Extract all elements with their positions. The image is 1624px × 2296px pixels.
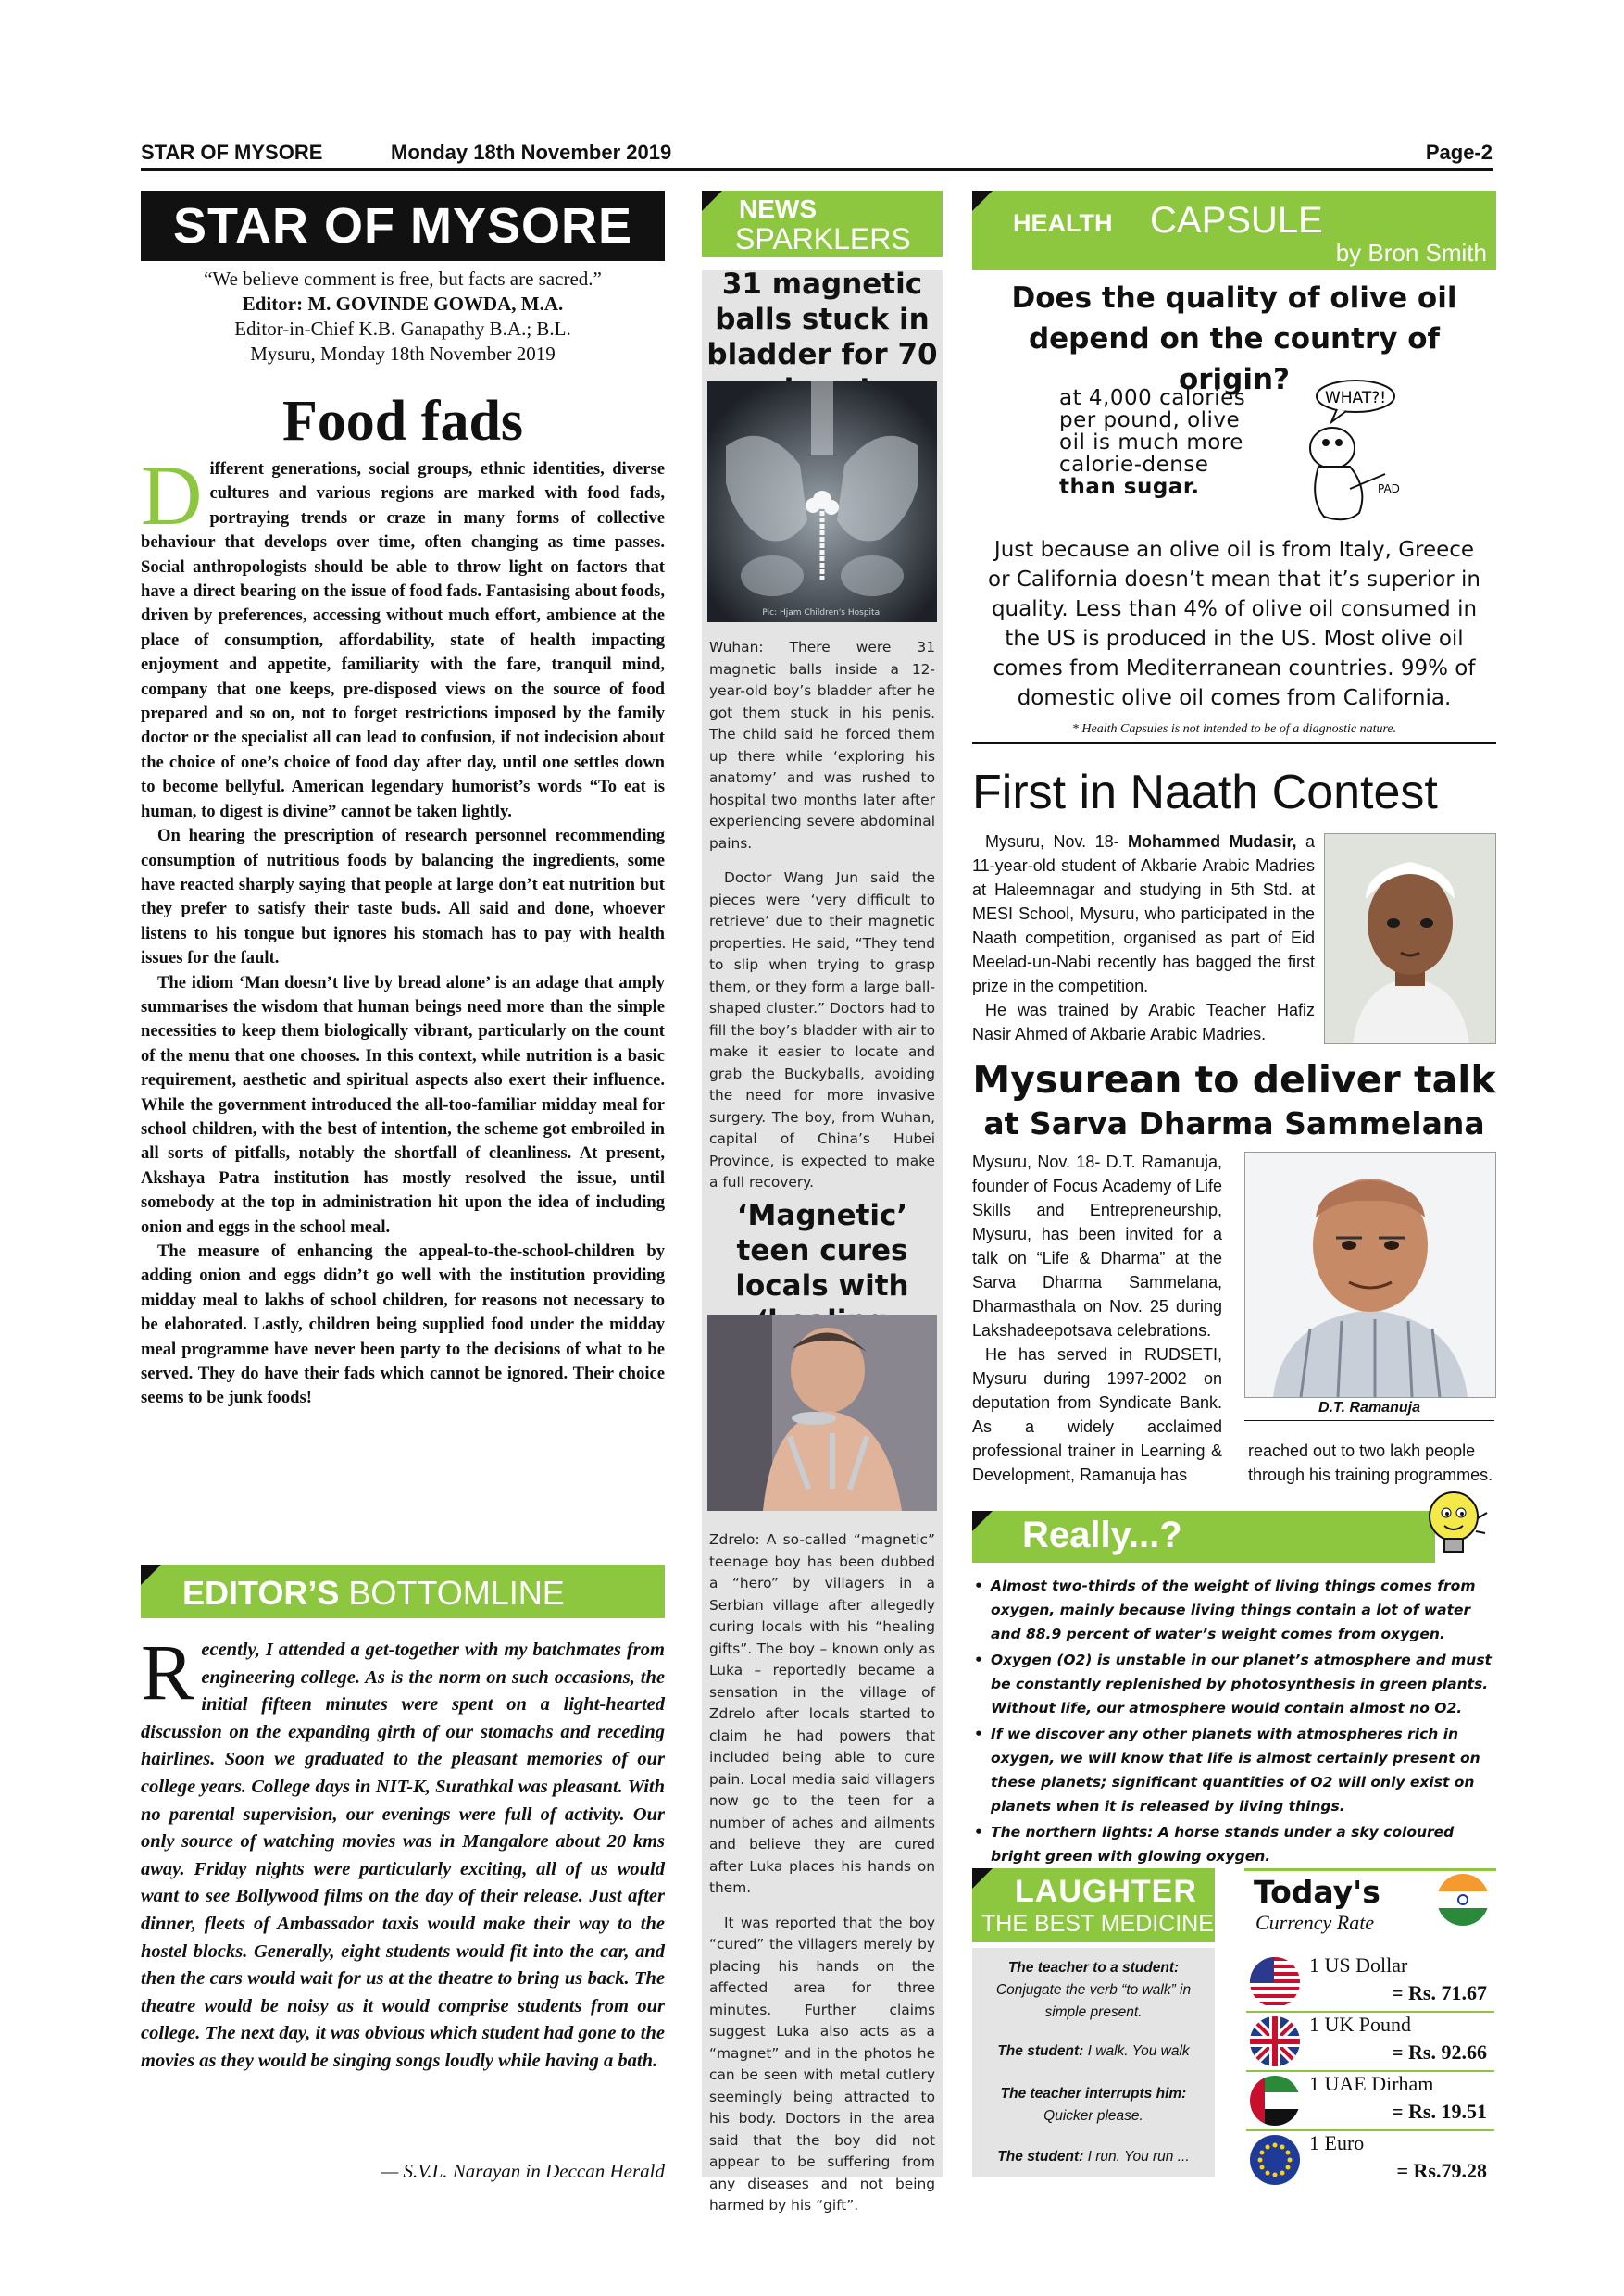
boy-photo xyxy=(1324,833,1496,1044)
really-item-1: • Almost two-thirds of the weight of living things comes from oxygen, mainly because living things contain a lot of water and 88.9 percent of water’s weight comes from oxygen. xyxy=(972,1574,1496,1646)
bottomline-header xyxy=(141,1565,665,1618)
cartoon-sound: PAD xyxy=(1378,482,1400,495)
currency-row-eur xyxy=(1246,2131,1494,2189)
olive-cartoon xyxy=(1056,378,1426,526)
news-story1-p2: Doctor Wang Jun said the pieces were ‘very difficult to retrieve’ due to their magnetic properties. He said, “They tend to slip when trying to grasp them, or they form a large ball-shaped cluster.” Doctors had to fill the boy’s bladder with air to make it easier to locate and grab the Buckyballs, avoiding the need for more invasive surgery. The boy, from Wuhan, capital of China’s Hubei Province, is expected to make a full recovery. xyxy=(709,869,935,1191)
xray-photo xyxy=(707,381,937,622)
talk-body xyxy=(972,1150,1222,1487)
laughter-head-2: THE BEST MEDICINE xyxy=(981,1911,1214,1937)
naath-title: First in Naath Contest xyxy=(972,766,1438,819)
ramanuja-portrait xyxy=(1245,1153,1495,1397)
currency-row-aed xyxy=(1246,2072,1494,2131)
health-head-1: HEALTH xyxy=(1013,209,1113,237)
currency-value-eur: = Rs.79.28 xyxy=(1396,2159,1487,2182)
news-head-2: SPARKLERS xyxy=(735,222,911,256)
cartoon-line-4: calorie-dense xyxy=(1059,453,1209,477)
news-story2-p1: Zdrelo: A so-called “magnetic” teenage boy has been dubbed a “hero” by villagers in a Serbian village after allegedly curing locals with his “healing gifts”. The boy – known only as Luka – reportedly became a sensation in the village of Zdrelo after locals started to claim he had powers that included being able to cure pain. Local media said villagers now go to the teen for a number of aches and ailments and believe they are cured after Luka places his hands on them. xyxy=(709,1531,935,1896)
editorial-title: Food fads xyxy=(281,390,524,453)
masthead-dateline: Mysuru, Monday 18th November 2019 xyxy=(250,343,556,365)
uae-flag-icon xyxy=(1250,2076,1300,2126)
cartoon-line-2: per pound, olive xyxy=(1059,408,1241,432)
currency-title: Today's xyxy=(1254,1874,1380,1910)
laugh-1-rest: Conjugate the verb “to walk” in simple present. xyxy=(995,1982,1192,2020)
editorial-p3: The idiom ‘Man doesn’t live by bread alone’ is an adage that amply summarises the wisdom that human beings need more than the simple necessities to keep them biologically vibrant, particularly on the count of the menu that one chooses. In this context, while nutrition is a basic requirement, aesthetic and spiritual aspects also exert their influence. While the government introduced the all-too-familiar midday meal for school children, with the best of intention, the scheme got embroiled in all sorts of pitfalls, notably the shortfall of cleanliness. At present, Akshaya Patra institution has mostly resolved the issue, until somebody at the top in administration hit upon the idea of including onion and eggs in the school meal. xyxy=(141,972,665,1237)
talk-tail: reached out to two lakh people through his training programmes. xyxy=(1248,1441,1493,1484)
health-header xyxy=(972,191,1496,270)
masthead-logo: STAR OF MYSORE xyxy=(141,191,665,261)
news-story2-title: ‘Magnetic’ teen cures locals with xyxy=(735,1199,909,1303)
naath-p1: a 11-year-old student of Akbarie Arabic Madries at Haleemnagar and studying in 5th Std. at MESI School, Mysuru, who participated in the Naath competition, organised as part of Eid Meelad-un-Nabi recently has bagged the first prize in the competition. xyxy=(972,832,1315,995)
masthead-quote: “We believe comment is free, but facts are sacred.” xyxy=(204,268,602,290)
masthead-info xyxy=(141,267,665,367)
xray-caption: Pic: Hjam Children's Hospital xyxy=(762,608,882,618)
cartoon-line-1: at 4,000 calories xyxy=(1059,386,1246,410)
really-item-4: • The northern lights: A horse stands under a sky coloured bright green with glowing oxygen. xyxy=(972,1820,1496,1868)
currency-row-gbp xyxy=(1246,2013,1494,2072)
bulb-icon xyxy=(1417,1485,1491,1559)
laughter-header xyxy=(972,1868,1215,1942)
bottomline-body xyxy=(141,1628,665,2076)
teen-image xyxy=(707,1315,937,1511)
naath-lead: Mysuru, Nov. 18- xyxy=(985,832,1119,851)
news-story1-title: 31 magnetic balls stuck in bladder for 70 xyxy=(706,268,938,371)
paper-name: STAR OF MYSORE xyxy=(141,141,323,164)
ramanuja-photo xyxy=(1244,1152,1496,1398)
cartoon-bubble: WHAT?! xyxy=(1324,389,1387,407)
page-number: Page-2 xyxy=(1425,141,1493,164)
currency-row-usd xyxy=(1246,1953,1494,2013)
health-head-2: CAPSULE xyxy=(1150,200,1323,241)
editorial-body xyxy=(141,448,665,1411)
news-story2-body xyxy=(709,1529,935,2230)
cartoon-line-3: oil is much more xyxy=(1059,430,1243,455)
laugh-2-rest: I walk. You walk xyxy=(1087,2043,1190,2059)
health-byline: by Bron Smith xyxy=(1335,239,1487,267)
laugh-3-bold: The teacher interrupts him: xyxy=(1000,2086,1187,2102)
currency-name-usd: 1 US Dollar xyxy=(1309,1953,1408,1977)
currency-name-gbp: 1 UK Pound xyxy=(1309,2013,1412,2036)
naath-p2: He was trained by Arabic Teacher Hafiz Nasir Ahmed of Akbarie Arabic Madries. xyxy=(972,1001,1315,1043)
really-item-2: • Oxygen (O2) is unstable in our planet’s atmosphere and must be constantly replenished by photosynthesis in green plants. Without life, our atmosphere would contain almost no O2. xyxy=(972,1648,1496,1720)
health-title: Does the quality of olive oil depend on the country of origin? xyxy=(1011,281,1457,396)
cartoon-character xyxy=(1281,378,1420,526)
bottomline-credit: — S.V.L. Narayan in Deccan Herald xyxy=(381,2160,665,2182)
news-story2-p2: It was reported that the boy “cured” the villagers merely by placing his hands on the affected area for three minutes. Further claims suggest Luka also acts as a “magnet” and in the photos he can be seen with metal cutlery seemingly being attracted to his body. Doctors in the area said that the boy did not appear to be suffering from any diseases and not being harmed by his “gift”. xyxy=(709,1914,935,2214)
bottomline-dropcap: R xyxy=(141,1628,194,1716)
bottomline-head-rest: BOTTOMLINE xyxy=(348,1574,565,1612)
currency-value-gbp: = Rs. 92.66 xyxy=(1392,2040,1487,2064)
currency-value-usd: = Rs. 71.67 xyxy=(1392,1981,1487,2004)
cartoon-text xyxy=(1059,387,1245,498)
naath-name: Mohammed Mudasir, xyxy=(1128,832,1297,851)
us-flag-icon xyxy=(1250,1957,1300,2007)
news-story1-p1: Wuhan: There were 31 magnetic balls inside a 12-year-old boy’s bladder after he got them stuck in his penis. The child said he forced them up there while ‘exploring his anatomy’ and was rushed to hospital two months later after experiencing severe abdominal pains. xyxy=(709,639,935,852)
news-header xyxy=(702,191,943,257)
currency-subtitle: Currency Rate xyxy=(1255,1911,1375,1934)
really-head-text: Really...? xyxy=(1022,1515,1182,1555)
laugh-3-rest: Quicker please. xyxy=(1043,2108,1143,2124)
cartoon-line-5: than sugar. xyxy=(1059,475,1200,499)
laugh-line-2 xyxy=(981,2040,1206,2063)
uk-flag-icon xyxy=(1250,2016,1300,2066)
talk-title: Mysurean to deliver talk xyxy=(972,1057,1496,1102)
news-head-1: NEWS xyxy=(739,194,817,223)
laughter-head-1: LAUGHTER xyxy=(1015,1874,1197,1909)
talk-subtitle: at Sarva Dharma Sammelana xyxy=(983,1105,1485,1142)
editorial-dropcap: D xyxy=(141,448,203,543)
editorial-p2: On hearing the prescription of research personnel recommending consumption of nutritious foods by balancing the ingredients, some have reacted sharply saying that people at large don’t eat nutrition but they prefer to satisfy their taste buds. All said and done, whoever listens to his tongue but ignores his stomach has to pay with health issues for the fault. xyxy=(141,826,665,968)
laugh-2-bold: The student: xyxy=(997,2043,1084,2059)
really-header xyxy=(972,1511,1435,1563)
ramanuja-caption: D.T. Ramanuja xyxy=(1244,1400,1494,1421)
top-bar xyxy=(141,137,1493,171)
currency-value-aed: = Rs. 19.51 xyxy=(1392,2100,1487,2123)
naath-body xyxy=(972,830,1315,1046)
currency-name-eur: 1 Euro xyxy=(1309,2131,1365,2154)
masthead-editor: Editor: M. GOVINDE GOWDA, M.A. xyxy=(242,293,564,315)
currency-name-aed: 1 UAE Dirham xyxy=(1309,2072,1434,2095)
news-story1-body xyxy=(709,637,935,1207)
laugh-line-1 xyxy=(981,1957,1206,2024)
laugh-1-bold: The teacher to a student: xyxy=(1007,1960,1180,1976)
bottomline-text: ecently, I attended a get-together with my batchmates from engineering college. As is the norm on such occasions, the initial fifteen minutes were spent on a light-hearted discussion on the expanding girth of our stomachs and receding hairlines. Soon we graduated to the pleasant memories of our college years. College days in NIT-K, Surathkal was pleasant. With no parental supervision, our evenings were full of activity. Our only source of watching movies was in Mangalore about 20 kms away. Friday nights were particularly exciting, all of us would want to see Bollywood films on the day of their release. Just after dinner, fleets of Ambassador taxis would make their way to the hostel blocks. Generally, eight students would fit into the car, and then the cars would wait for us at the theatre to bring us back. The theatre would be noisy as it would comprise students from our college. The next day, it was obvious which student had gone to the movies as they would be singing songs loudly while having a bath. xyxy=(141,1640,665,2071)
really-list xyxy=(972,1574,1496,1870)
bottomline-head-bold: EDITOR’S xyxy=(182,1574,340,1612)
masthead-chief: Editor-in-Chief K.B. Ganapathy B.A.; B.L. xyxy=(234,318,571,340)
boy-portrait xyxy=(1325,834,1495,1043)
health-body: Just because an olive oil is from Italy, Greece or California doesn’t mean that it’s superior in quality. Less than 4% of olive oil consumed in the US is produced in the US. Most olive oil comes from Mediterranean countries. 99% of domestic olive oil comes from California. xyxy=(988,538,1480,710)
editorial-p1: ifferent generations, social groups, ethnic identities, diverse cultures and various regions are marked with food fads, portraying trends or craze in many forms of collective behaviour that develops over time, often changing as time passes. Social anthropologists should be able to throw light on factors that have a direct bearing on the issue of food fads. Fantasising about foods, driven by preferences, accessing without much effort, ambience at the place of consumption, affordability, state of health impacting enjoyment and appetite, familiarity with the fare, tranquil mind, company that one keeps, pre-disposed views on the source of food prepared and so on, not to forget restrictions imposed by the family doctor or the specialist all can lead to confusion, if not indecision about the choice of one’s choice of food day after day, until one settles down to become bellyful. American legendary humorist’s words “To eat is human, to digest is divine” cannot be taken lightly. xyxy=(141,459,665,821)
talk-p2: He has served in RUDSETI, Mysuru during 1997-2002 on deputation from Syndicate Bank. As a widely acclaimed professional trainer in Learning & Development, Ramanuja has xyxy=(972,1345,1222,1484)
editorial-p4: The measure of enhancing the appeal-to-the-school-children by adding onion and eggs didn’t go well with the institution providing midday meal to lakhs of school children, for reasons not necessary to be elaborated. Lastly, children being supplied food under the midday meal programme have never been party to the decisions of what to be served. They do have their fads which cannot be ignored. Their choice seems to be junk foods! xyxy=(141,1242,665,1408)
eu-flag-icon xyxy=(1250,2135,1300,2185)
health-note: * Health Capsules is not intended to be of a diagnostic nature. xyxy=(972,722,1496,744)
teen-photo xyxy=(707,1315,937,1511)
really-item-3: • If we discover any other planets with atmospheres rich in oxygen, we will know that life is almost certainly present on these planets; significant quantities of O2 will only exist on planets when it is released by living things. xyxy=(972,1722,1496,1818)
issue-date: Monday 18th November 2019 xyxy=(391,141,672,164)
xray-image xyxy=(707,381,937,622)
talk-p1: Mysuru, Nov. 18- D.T. Ramanuja, founder of Focus Academy of Life Skills and Entrepreneurship, Mysuru, has been invited for a talk on “Life & Dharma” at the Sarva Dharma Sammelana, Dharmasthala on Nov. 25 during Lakshadeepotsava celebrations. xyxy=(972,1153,1222,1340)
laugh-4-bold: The student: xyxy=(997,2149,1084,2165)
india-flag-icon xyxy=(1437,1874,1489,1926)
laugh-4-rest: I run. You run ... xyxy=(1087,2149,1190,2165)
laugh-line-3 xyxy=(981,2083,1206,2128)
laugh-line-4 xyxy=(981,2146,1206,2168)
